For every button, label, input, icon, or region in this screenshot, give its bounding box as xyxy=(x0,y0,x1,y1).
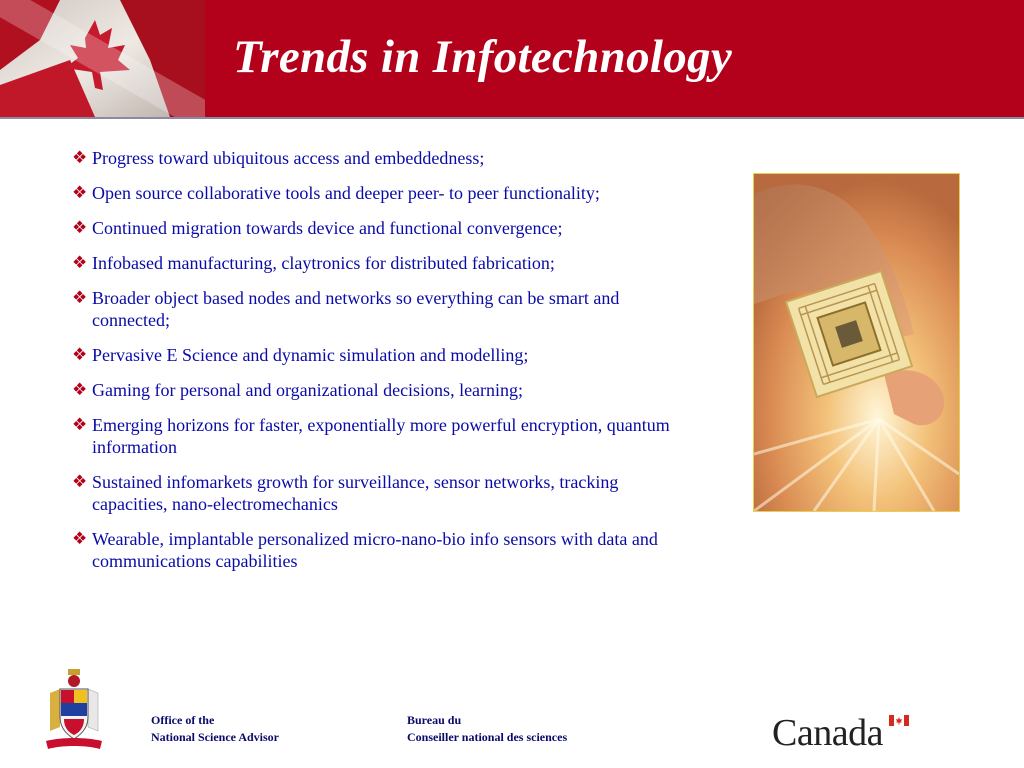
page-title: Trends in Infotechnology xyxy=(233,31,733,83)
list-item-text: Emerging horizons for faster, exponentially more powerful encryption, quantum information xyxy=(92,415,670,457)
footer-office-english xyxy=(151,712,279,746)
diamond-bullet-icon: ❖ xyxy=(72,380,88,399)
list-item-text: Pervasive E Science and dynamic simulation and modelling; xyxy=(92,345,529,365)
header-divider xyxy=(0,117,1024,119)
diamond-bullet-icon: ❖ xyxy=(72,183,88,202)
diamond-bullet-icon: ❖ xyxy=(72,148,88,167)
canada-wordmark-text: Canada xyxy=(772,712,883,754)
canada-flag-icon xyxy=(889,715,909,726)
coat-of-arms-logo xyxy=(42,667,106,753)
list-item xyxy=(72,528,692,572)
diamond-bullet-icon: ❖ xyxy=(72,529,88,548)
microchip-photo xyxy=(753,173,960,512)
footer-english-line1: Office of the xyxy=(151,713,215,727)
footer-english-line2: National Science Advisor xyxy=(151,730,279,744)
list-item xyxy=(72,344,692,366)
list-item-text: Progress toward ubiquitous access and embeddedness; xyxy=(92,148,485,168)
list-item xyxy=(72,252,692,274)
list-item xyxy=(72,147,692,169)
diamond-bullet-icon: ❖ xyxy=(72,472,88,491)
list-item xyxy=(72,471,692,515)
diamond-bullet-icon: ❖ xyxy=(72,253,88,272)
title-bar xyxy=(205,0,1024,117)
footer-office-french xyxy=(407,712,567,746)
diamond-bullet-icon: ❖ xyxy=(72,345,88,364)
footer-french-line2: Conseiller national des sciences xyxy=(407,730,568,744)
list-item-text: Continued migration towards device and functional convergence; xyxy=(92,218,563,238)
list-item-text: Broader object based nodes and networks so everything can be smart and connected; xyxy=(92,288,620,330)
list-item xyxy=(72,217,692,239)
canada-flag-image xyxy=(0,0,205,117)
canada-wordmark xyxy=(772,712,922,754)
list-item-text: Gaming for personal and organizational decisions, learning; xyxy=(92,380,524,400)
diamond-bullet-icon: ❖ xyxy=(72,288,88,307)
list-item xyxy=(72,182,692,204)
bullet-list xyxy=(72,147,692,585)
list-item-text: Infobased manufacturing, claytronics for distributed fabrication; xyxy=(92,253,555,273)
list-item-text: Sustained infomarkets growth for surveillance, sensor networks, tracking capacities, nano-electromechanics xyxy=(92,472,619,514)
diamond-bullet-icon: ❖ xyxy=(72,415,88,434)
list-item xyxy=(72,414,692,458)
list-item-text: Wearable, implantable personalized micro-nano-bio info sensors with data and communications capabilities xyxy=(92,529,658,571)
diamond-bullet-icon: ❖ xyxy=(72,218,88,237)
list-item-text: Open source collaborative tools and deeper peer- to peer functionality; xyxy=(92,183,600,203)
footer-french-line1: Bureau du xyxy=(407,713,462,727)
list-item xyxy=(72,379,692,401)
list-item xyxy=(72,287,692,331)
